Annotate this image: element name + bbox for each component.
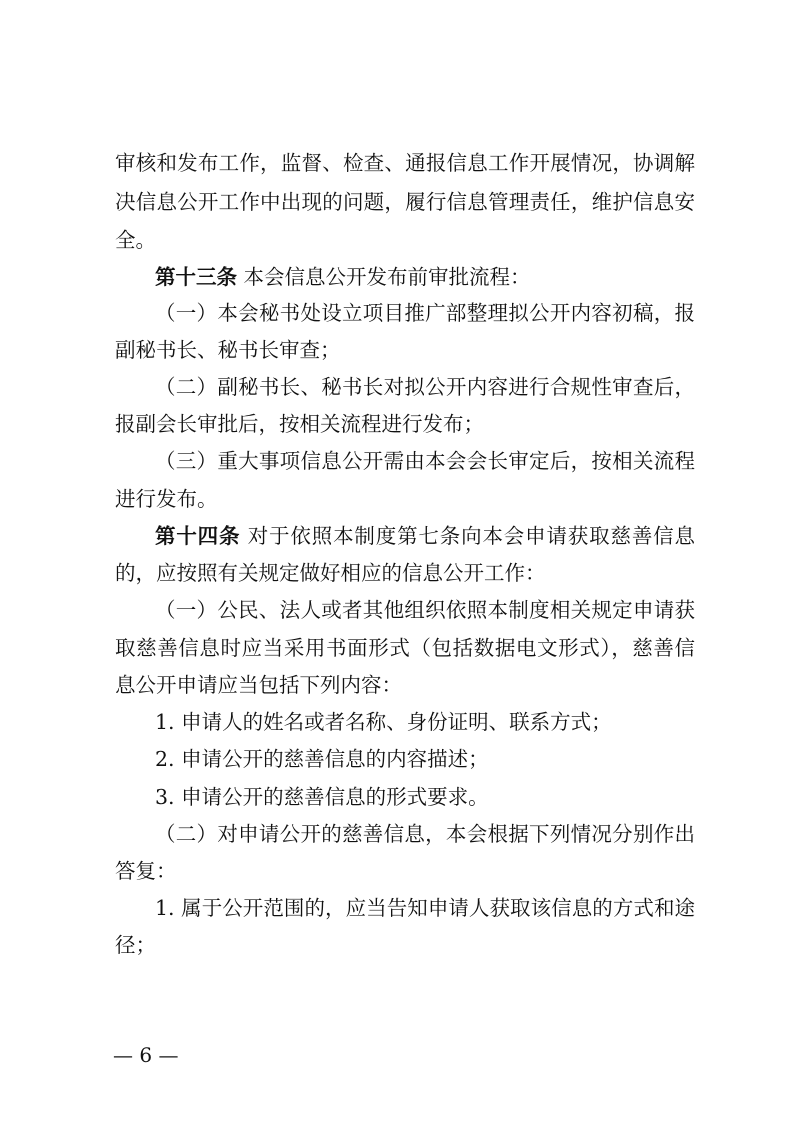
paragraph-line: 径； bbox=[115, 933, 156, 957]
paragraph-line: 审核和发布工作，监督、检查、通报信息工作开展情况，协调解 bbox=[115, 151, 695, 175]
paragraph-line: 息公开申请应当包括下列内容： bbox=[115, 673, 402, 697]
paragraph-line: 的，应按照有关规定做好相应的信息公开工作： bbox=[115, 561, 546, 585]
article-14-text: 对于依照本制度第七条向本会申请获取慈善信息 bbox=[240, 524, 696, 548]
article-13-text: 本会信息公开发布前审批流程： bbox=[237, 265, 531, 289]
article-14-heading: 第十四条 bbox=[155, 524, 241, 548]
paragraph-line: （一）公民、法人或者其他组织依照本制度相关规定申请获 bbox=[155, 598, 695, 622]
list-item: 1. 申请人的姓名或者名称、身份证明、联系方式； bbox=[155, 710, 612, 734]
list-item: 2. 申请公开的慈善信息的内容描述； bbox=[155, 747, 489, 771]
paragraph-line: （一）本会秘书处设立项目推广部整理拟公开内容初稿，报 bbox=[155, 301, 695, 325]
paragraph-line: （三）重大事项信息公开需由本会会长审定后，按相关流程 bbox=[155, 449, 695, 473]
list-item: 3. 申请公开的慈善信息的形式要求。 bbox=[155, 785, 489, 809]
paragraph-line: 进行发布。 bbox=[115, 487, 218, 511]
article-14-line bbox=[115, 516, 695, 556]
paragraph-line: 取慈善信息时应当采用书面形式（包括数据电文形式），慈善信 bbox=[115, 636, 695, 660]
article-13-heading: 第十三条 bbox=[155, 265, 237, 289]
paragraph-line: （二）对申请公开的慈善信息，本会根据下列情况分别作出 bbox=[155, 822, 695, 846]
page-number: — 6 — bbox=[113, 1043, 179, 1067]
paragraph-line: 副秘书长、秘书长审查； bbox=[115, 338, 341, 362]
paragraph-line: （二）副秘书长、秘书长对拟公开内容进行合规性审查后， bbox=[155, 375, 695, 399]
list-item: 1. 属于公开范围的，应当告知申请人获取该信息的方式和途 bbox=[155, 896, 695, 920]
paragraph-line: 决信息公开工作中出现的问题，履行信息管理责任，维护信息安 bbox=[115, 190, 695, 214]
paragraph-line: 全。 bbox=[115, 228, 156, 252]
paragraph-line: 报副会长审批后，按相关流程进行发布； bbox=[115, 412, 484, 436]
article-13-line bbox=[115, 257, 695, 297]
paragraph-line: 答复： bbox=[115, 859, 177, 883]
